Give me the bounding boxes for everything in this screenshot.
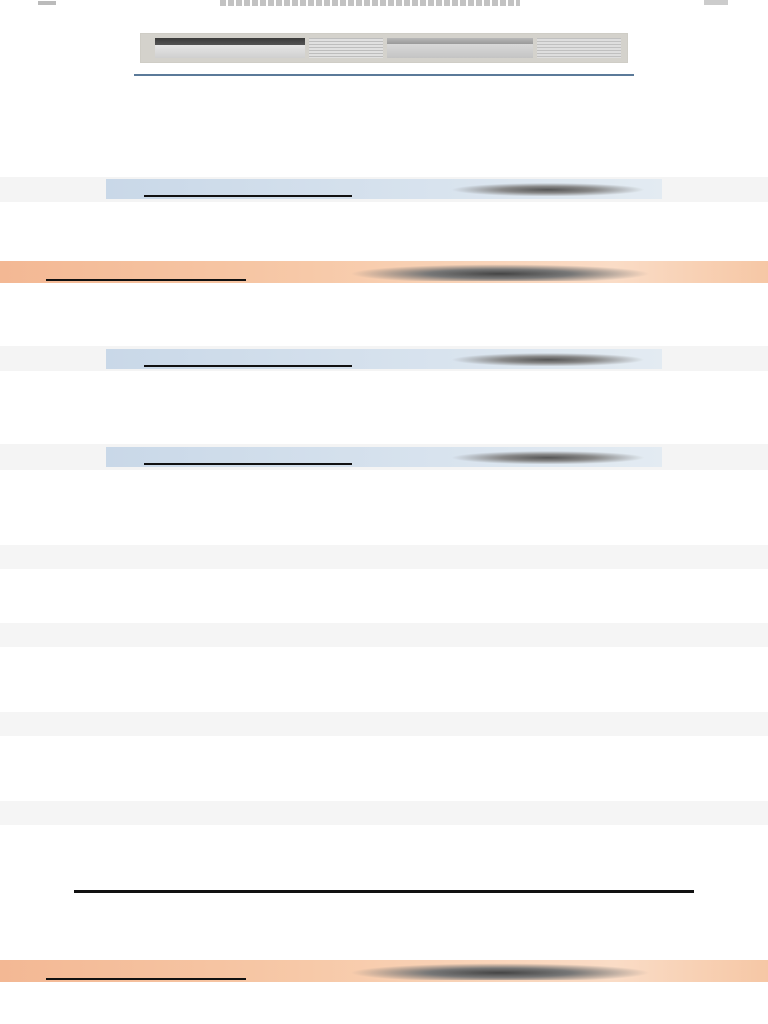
ad-text: [144, 181, 344, 194]
trending-list: [196, 902, 716, 956]
ad-band: [0, 444, 768, 470]
hero-frame-3: [387, 38, 533, 58]
caption-divider: [134, 74, 634, 76]
ad-underline: [144, 195, 352, 197]
article-paragraph-4: [38, 374, 728, 420]
ad-text: [144, 351, 344, 364]
footer: [38, 985, 728, 1023]
ad-artwork: [438, 182, 658, 196]
ad-banner-blue[interactable]: [106, 447, 662, 467]
trending-link[interactable]: [196, 902, 716, 913]
ad-band: [0, 346, 768, 371]
article-paragraph-2: [38, 205, 728, 259]
hero-image[interactable]: [140, 33, 628, 63]
ad-banner-orange[interactable]: [0, 261, 768, 283]
ad-artwork: [438, 450, 658, 464]
ad-placeholder: [0, 801, 768, 825]
ad-underline: [46, 978, 246, 980]
article-paragraph-7: [38, 649, 728, 711]
article-paragraph-3-tail: [38, 334, 728, 344]
trending-link[interactable]: [196, 913, 716, 924]
ad-underline: [144, 463, 352, 465]
ad-artwork: [330, 962, 670, 980]
hero-frame-4: [537, 38, 621, 58]
section-subtitle: [200, 893, 560, 901]
ad-banner-orange[interactable]: [0, 960, 768, 982]
article-paragraph-5: [38, 473, 728, 543]
article-paragraph-8: [38, 738, 728, 800]
ad-underline: [144, 365, 352, 367]
ad-text: [46, 962, 266, 977]
hero-frame-2: [309, 38, 383, 58]
article-paragraph-9: [38, 827, 728, 877]
section-subheading-2: [38, 421, 728, 431]
hero-frame-1: [155, 38, 305, 58]
ad-placeholder: [0, 545, 768, 569]
ad-artwork: [330, 263, 670, 281]
top-bar-right[interactable]: [704, 0, 728, 5]
top-bar-left[interactable]: [38, 1, 56, 5]
ad-placeholder: [0, 712, 768, 736]
trending-label: [38, 902, 178, 914]
section-title: [74, 880, 694, 890]
ad-text: [144, 449, 344, 462]
article-paragraph-1: [38, 84, 728, 176]
ad-banner-blue[interactable]: [106, 179, 662, 199]
ad-underline: [46, 279, 246, 281]
trending-link[interactable]: [196, 923, 716, 934]
trending-link[interactable]: [196, 934, 716, 945]
article-paragraph-4-tail: [38, 432, 728, 442]
trending-link[interactable]: [196, 944, 716, 955]
image-caption: [130, 64, 638, 74]
ad-band: [0, 177, 768, 202]
ad-text: [46, 263, 266, 278]
ad-banner-blue[interactable]: [106, 349, 662, 369]
article-byline: [38, 22, 478, 31]
article-paragraph-3: [38, 287, 728, 323]
article-headline: [38, 6, 698, 22]
ad-placeholder: [0, 623, 768, 647]
article-paragraph-6: [38, 571, 728, 623]
section-subheading-1: [38, 323, 728, 333]
ad-artwork: [438, 352, 658, 366]
